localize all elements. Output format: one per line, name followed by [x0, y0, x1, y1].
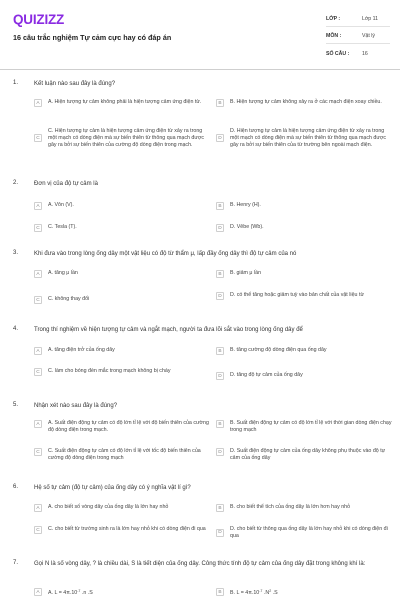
- answer-letter-badge: A: [34, 270, 42, 278]
- meta-row-subject: [326, 29, 390, 44]
- question-number: 3.: [13, 250, 19, 256]
- answer-text: B. tăng cường độ dòng điện qua ống dây: [230, 347, 327, 353]
- answer-text: A. tăng μ lần: [48, 270, 78, 276]
- answer-b[interactable]: [216, 504, 392, 512]
- answer-letter-badge: B: [216, 504, 224, 512]
- document-title: 16 câu trắc nghiệm Tự cảm cực hay có đáp án: [13, 33, 172, 42]
- answer-b[interactable]: [216, 420, 392, 434]
- answer-text: D. cho biết từ thông qua ống dây là lớn hay nhỏ khi có dòng điện đi qua: [230, 526, 388, 539]
- answer-a[interactable]: [34, 270, 210, 278]
- answer-d[interactable]: [216, 224, 392, 232]
- answer-text: C. Hiện tượng tự cảm là hiện tượng cảm ứng điện từ xảy ra trong một mạch có dòng điện mà sự biến thiên từ thông qua mạch được gây ra bởi sự biến thiên của cường độ dòng điện trong mạch.: [48, 128, 205, 148]
- document-header: [0, 0, 400, 70]
- answer-a[interactable]: [34, 504, 210, 512]
- meta-value: Lớp 11: [362, 16, 378, 22]
- meta-key: LỚP :: [326, 16, 341, 22]
- answer-letter-badge: D: [216, 529, 224, 537]
- answer-text: [48, 588, 93, 597]
- question-number: 4.: [13, 326, 19, 332]
- question-text: Đơn vị của độ tự cảm là: [34, 181, 98, 187]
- answer-c[interactable]: [34, 526, 210, 534]
- answer-letter-badge: A: [34, 504, 42, 512]
- meta-key: SỐ CÂU :: [326, 50, 350, 57]
- answer-c[interactable]: [34, 296, 210, 304]
- answer-text: A. Vôn (V).: [48, 202, 74, 208]
- question-4: [0, 324, 400, 379]
- answer-c[interactable]: [34, 224, 210, 232]
- answer-d[interactable]: [216, 448, 392, 462]
- answer-a[interactable]: [34, 99, 210, 107]
- answer-letter-badge: D: [216, 448, 224, 456]
- answer-letter-badge: B: [216, 99, 224, 107]
- formula-exponent: 2: [269, 589, 272, 593]
- meta-info: [326, 12, 390, 63]
- meta-row-count: [326, 46, 390, 61]
- question-number: 6.: [13, 484, 19, 490]
- question-text: Nhận xét nào sau đây là đúng?: [34, 403, 118, 409]
- formula-text: B. L = 4π.10: [230, 590, 260, 596]
- answer-d[interactable]: [216, 292, 392, 300]
- answer-letter-badge: B: [216, 202, 224, 210]
- question-text: Hệ số tự cảm (độ tự cảm) của ống dây có ý nghĩa vật lí gì?: [34, 485, 191, 491]
- answer-text: C. làm cho bóng đèn mắc trong mạch không bị cháy: [48, 368, 171, 374]
- answer-letter-badge: B: [216, 270, 224, 278]
- quizizz-logo: QUIZIZZ: [13, 12, 65, 27]
- answer-letter-badge: C: [34, 134, 42, 142]
- question-2: [0, 178, 400, 231]
- answer-letter-badge: A: [34, 420, 42, 428]
- answer-d[interactable]: [216, 128, 392, 148]
- formula-exponent: -7: [259, 589, 263, 593]
- answer-text: D. Vêbe (Wb).: [230, 224, 264, 230]
- answer-letter-badge: C: [34, 368, 42, 376]
- answer-text: B. cho biết thể tích của ống dây là lớn hơn hay nhỏ: [230, 504, 351, 510]
- answer-letter-badge: D: [216, 224, 224, 232]
- answer-text: B. Henry (H).: [230, 202, 261, 208]
- question-5: [0, 400, 400, 461]
- formula-text: A. L = 4π.10: [48, 590, 78, 596]
- question-number: 2.: [13, 180, 19, 186]
- answer-letter-badge: C: [34, 448, 42, 456]
- answer-text: C. cho biết từ trường sinh ra là lớn hay nhỏ khi có dòng điện đi qua: [48, 526, 206, 532]
- answer-letter-badge: A: [34, 202, 42, 210]
- question-1: [0, 78, 400, 148]
- answer-text: A. Hiện tượng tự cảm không phải là hiện tượng cảm ứng điện từ.: [48, 99, 202, 105]
- question-3: [0, 248, 400, 303]
- answer-text: D. Suất điện động tự cảm của ống dây không phụ thuộc vào độ tự cảm của ống dây: [230, 448, 386, 461]
- formula-tail: .S: [271, 590, 278, 596]
- answer-text: C. không thay đổi: [48, 296, 90, 302]
- meta-key: MÔN :: [326, 33, 342, 39]
- formula-tail: .n .S: [80, 590, 93, 596]
- question-number: 5.: [13, 402, 19, 408]
- answer-b[interactable]: [216, 99, 392, 107]
- meta-value: Vật lý: [362, 33, 375, 39]
- formula-exponent: -7: [77, 589, 81, 593]
- answer-a[interactable]: [34, 420, 210, 434]
- answer-letter-badge: B: [216, 420, 224, 428]
- answer-text: B. Hiện tượng tự cảm không xảy ra ở các mạch điện xoay chiều.: [230, 99, 382, 105]
- answer-letter-badge: C: [34, 526, 42, 534]
- answer-letter-badge: B: [216, 588, 224, 596]
- answer-b[interactable]: [216, 202, 392, 210]
- answer-text: A. cho biết số vòng dây của ống dây là lớn hay nhỏ: [48, 504, 169, 510]
- answer-text: B. giảm μ lần: [230, 270, 262, 276]
- answer-letter-badge: D: [216, 372, 224, 380]
- answer-letter-badge: D: [216, 292, 224, 300]
- formula-tail: .N: [262, 590, 270, 596]
- answer-b[interactable]: [216, 270, 392, 278]
- meta-value: 16: [362, 50, 368, 57]
- answer-d[interactable]: [216, 526, 392, 540]
- meta-row-class: [326, 12, 390, 27]
- answer-letter-badge: A: [34, 588, 42, 596]
- answer-letter-badge: B: [216, 347, 224, 355]
- answer-b[interactable]: [216, 588, 392, 597]
- answer-letter-badge: C: [34, 224, 42, 232]
- answer-a[interactable]: [34, 202, 210, 210]
- answer-b[interactable]: [216, 347, 392, 355]
- answer-d[interactable]: [216, 372, 392, 380]
- answer-text: D. Hiện tượng tự cảm là hiện tượng cảm ứng điện từ xảy ra trong một mạch có dòng điện mà sự biến thiên từ thông qua mạch được gây ra bởi sự biến thiên của từ trường bên ngoài mạch điện.: [230, 128, 387, 148]
- question-text: Kết luận nào sau đây là đúng?: [34, 81, 116, 87]
- question-text: Trong thí nghiệm về hiện tượng tự cảm và ngắt mạch, người ta đưa lõi sắt vào trong lòng ống dây để: [34, 327, 303, 333]
- question-number: 7.: [13, 560, 19, 566]
- answer-text: C. Suất điện động tự cảm có độ lớn tỉ lệ với tốc độ biến thiên của cường độ dòng điện trong mạch: [48, 448, 201, 461]
- question-text: Gọi N là số vòng dây, ? là chiều dài, S là tiết diện của ống dây. Công thức tính độ tự cảm của ống dây đặt trong không khí là:: [34, 561, 366, 567]
- answer-letter-badge: A: [34, 99, 42, 107]
- answer-a[interactable]: [34, 588, 210, 597]
- answer-text: [230, 588, 278, 597]
- answer-text: D. tăng độ tự cảm của ống dây: [230, 372, 303, 378]
- question-text: Khi đưa vào trong lòng ống dây một vật liệu có độ từ thẩm μ, lấp đầy ống dây thì độ tự cảm của nó: [34, 251, 297, 257]
- answer-c[interactable]: [34, 368, 210, 376]
- question-6: [0, 482, 400, 539]
- answer-letter-badge: A: [34, 347, 42, 355]
- answer-c[interactable]: [34, 128, 210, 148]
- answer-text: A. Suất điện động tự cảm có độ lớn tỉ lệ với độ biến thiên của cường độ dòng điện trong mạch.: [48, 420, 209, 433]
- answer-text: D. có thể tăng hoặc giảm tuỳ vào bản chất của vật liệu từ: [230, 292, 364, 298]
- answer-text: A. tăng điện trở của ống dây: [48, 347, 115, 353]
- answer-letter-badge: C: [34, 296, 42, 304]
- answer-c[interactable]: [34, 448, 210, 462]
- answer-text: B. Suất điện động tự cảm có độ lớn tỉ lệ với thời gian dòng điện chạy trong mạch: [230, 420, 392, 433]
- answer-text: C. Tesla (T).: [48, 224, 77, 230]
- answer-letter-badge: D: [216, 134, 224, 142]
- question-number: 1.: [13, 80, 19, 86]
- answer-a[interactable]: [34, 347, 210, 355]
